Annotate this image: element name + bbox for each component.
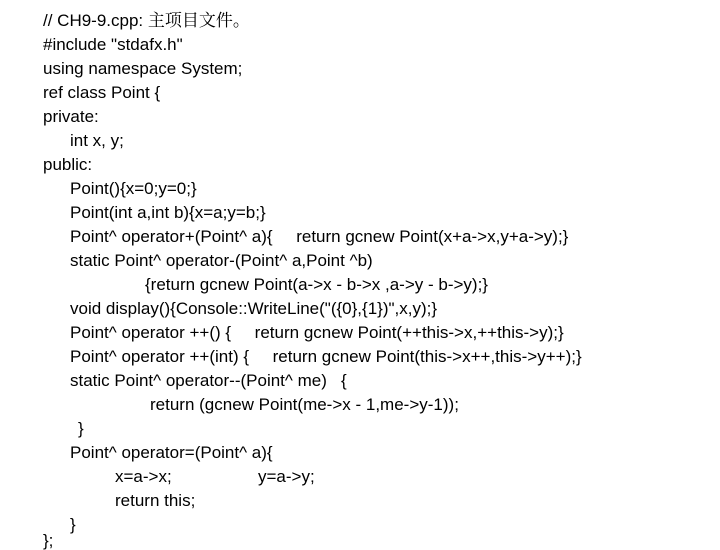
code-line-fields: int x, y; [70, 131, 124, 150]
code-line-op-minus-sig: static Point^ operator-(Point^ a,Point ^b) [70, 251, 373, 270]
code-line-class-decl: ref class Point { [43, 83, 161, 102]
code-line-op-dec-close: } [78, 419, 84, 438]
code-line-op-preinc: Point^ operator ++() { return gcnew Point(++this->x,++this->y);} [70, 323, 564, 342]
code-line-public: public: [43, 155, 93, 174]
code-line-return-this: return this; [115, 491, 196, 510]
code-line-op-dec-sig: static Point^ operator--(Point^ me) { [70, 371, 347, 390]
code-line-op-postinc: Point^ operator ++(int) { return gcnew Point(this->x++,this->y++);} [70, 347, 582, 366]
code-line-assign-x: x=a->x; [115, 467, 172, 486]
code-line-display: void display(){Console::WriteLine("({0},{1})",x,y);} [70, 299, 438, 318]
code-line-private: private: [43, 107, 99, 126]
code-line-include: #include "stdafx.h" [43, 35, 183, 54]
code-line-op-dec-body: return (gcnew Point(me->x - 1,me->y-1)); [150, 395, 459, 414]
code-line-class-close: }; [43, 531, 54, 550]
code-line-op-assign-sig: Point^ operator=(Point^ a){ [70, 443, 273, 462]
code-line-comment: // CH9-9.cpp: 主项目文件。 [43, 11, 250, 30]
code-line-op-assign-close: } [70, 515, 76, 534]
code-line-op-minus-body: {return gcnew Point(a->x - b->x ,a->y - b->y);} [145, 275, 488, 294]
code-line-assign-y: y=a->y; [258, 467, 315, 486]
code-line-ctor-default: Point(){x=0;y=0;} [70, 179, 197, 198]
code-line-using: using namespace System; [43, 59, 243, 78]
code-line-ctor-args: Point(int a,int b){x=a;y=b;} [70, 203, 266, 222]
code-line-op-plus: Point^ operator+(Point^ a){ return gcnew Point(x+a->x,y+a->y);} [70, 227, 569, 246]
